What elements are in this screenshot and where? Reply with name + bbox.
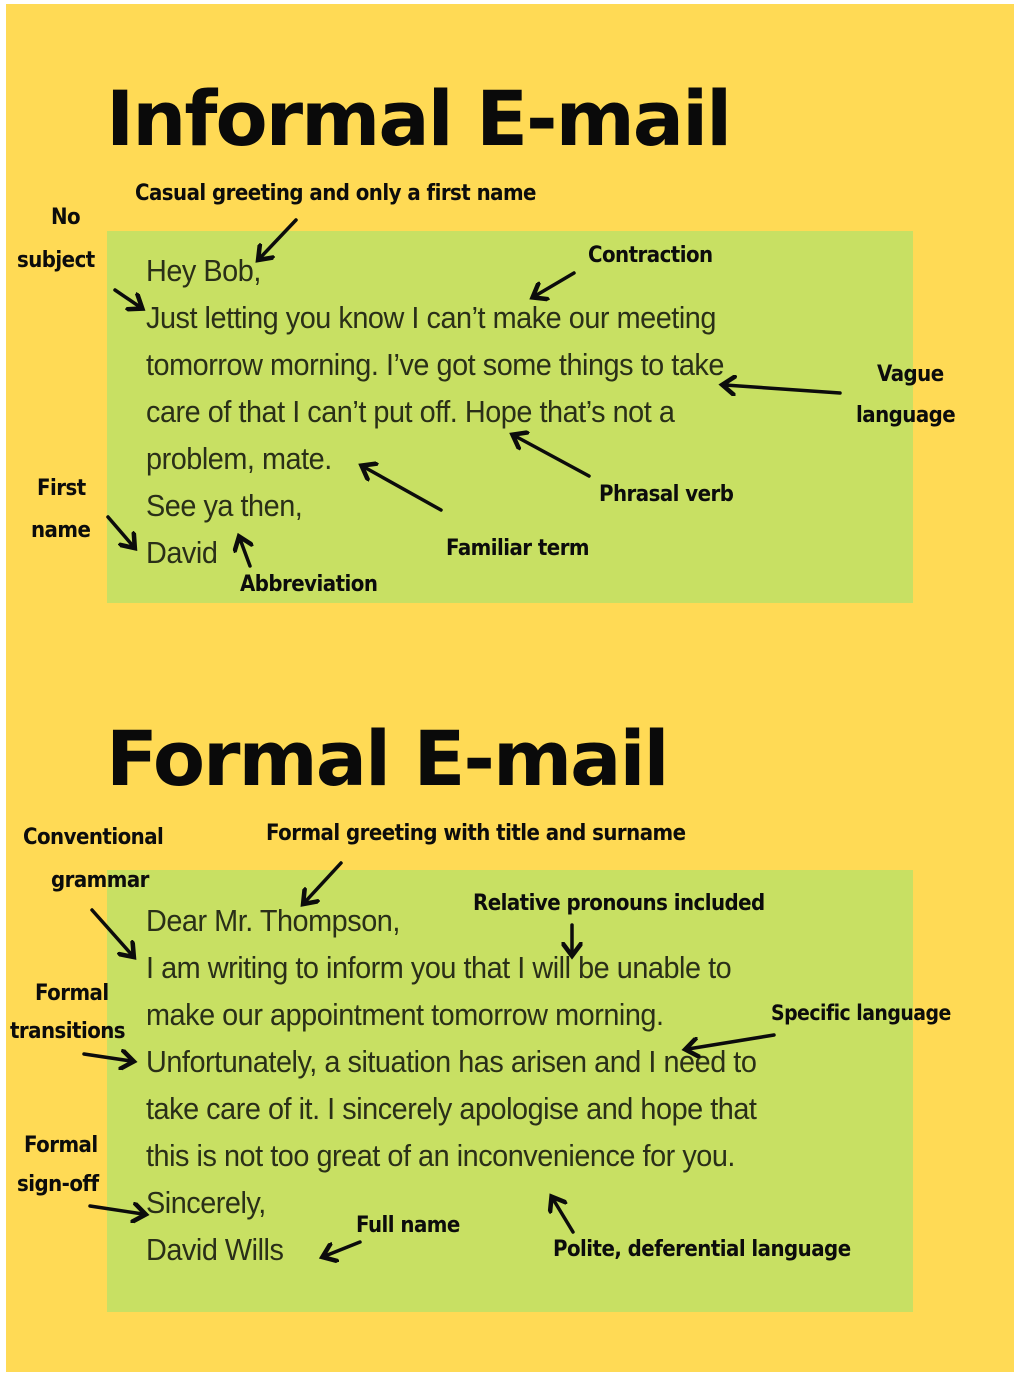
annotation-formal-signoff-line1: Formal	[24, 1133, 98, 1158]
annotation-phrasal-verb: Phrasal verb	[599, 482, 734, 507]
formal-greeting: Dear Mr. Thompson,	[146, 903, 400, 938]
annotation-vague-line1: Vague	[877, 362, 944, 387]
annotation-casual-greeting: Casual greeting and only a first name	[135, 181, 536, 206]
annotation-first-name-line2: name	[31, 518, 91, 543]
informal-body-line: problem, mate.	[146, 441, 332, 476]
annotation-polite-language: Polite, deferential language	[553, 1237, 851, 1262]
annotation-no-subject-line2: subject	[17, 248, 95, 273]
annotation-formal-greeting: Formal greeting with title and surname	[266, 821, 686, 846]
annotation-specific-language: Specific language	[771, 1001, 951, 1025]
annotation-formal-transitions-line1: Formal	[35, 981, 109, 1006]
annotation-no-subject-line1: No	[51, 205, 81, 230]
formal-body-line: make our appointment tomorrow morning.	[146, 997, 664, 1032]
annotation-familiar-term: Familiar term	[446, 536, 590, 561]
informal-body-line: Just letting you know I can’t make our meeting	[146, 300, 716, 335]
formal-title: Formal E-mail	[106, 714, 668, 803]
annotation-relative-pronouns: Relative pronouns included	[473, 891, 765, 916]
formal-body-line: Unfortunately, a situation has arisen and I need to	[146, 1044, 757, 1079]
informal-signoff: See ya then,	[146, 488, 303, 523]
formal-signature: David Wills	[146, 1232, 284, 1267]
annotation-first-name-line1: First	[37, 476, 86, 501]
formal-signoff: Sincerely,	[146, 1185, 266, 1220]
informal-body-line: tomorrow morning. I’ve got some things to take	[146, 347, 724, 382]
formal-body-line: I am writing to inform you that I will be unable to	[146, 950, 732, 985]
informal-signature: David	[146, 535, 218, 570]
annotation-conventional-line1: Conventional	[23, 825, 164, 850]
informal-body-line: care of that I can’t put off. Hope that’s not a	[146, 394, 675, 429]
annotation-conventional-line2: grammar	[51, 868, 149, 893]
annotation-contraction: Contraction	[588, 243, 713, 268]
formal-body-line: this is not too great of an inconvenience for you.	[146, 1138, 735, 1173]
annotation-abbreviation: Abbreviation	[240, 572, 378, 597]
annotation-formal-transitions-line2: transitions	[10, 1019, 126, 1044]
formal-body-line: take care of it. I sincerely apologise and hope that	[146, 1091, 757, 1126]
informal-greeting: Hey Bob,	[146, 253, 261, 288]
annotation-vague-line2: language	[856, 403, 956, 428]
informal-title: Informal E-mail	[106, 74, 731, 163]
annotation-full-name: Full name	[356, 1213, 460, 1238]
annotation-formal-signoff-line2: sign-off	[17, 1172, 99, 1197]
